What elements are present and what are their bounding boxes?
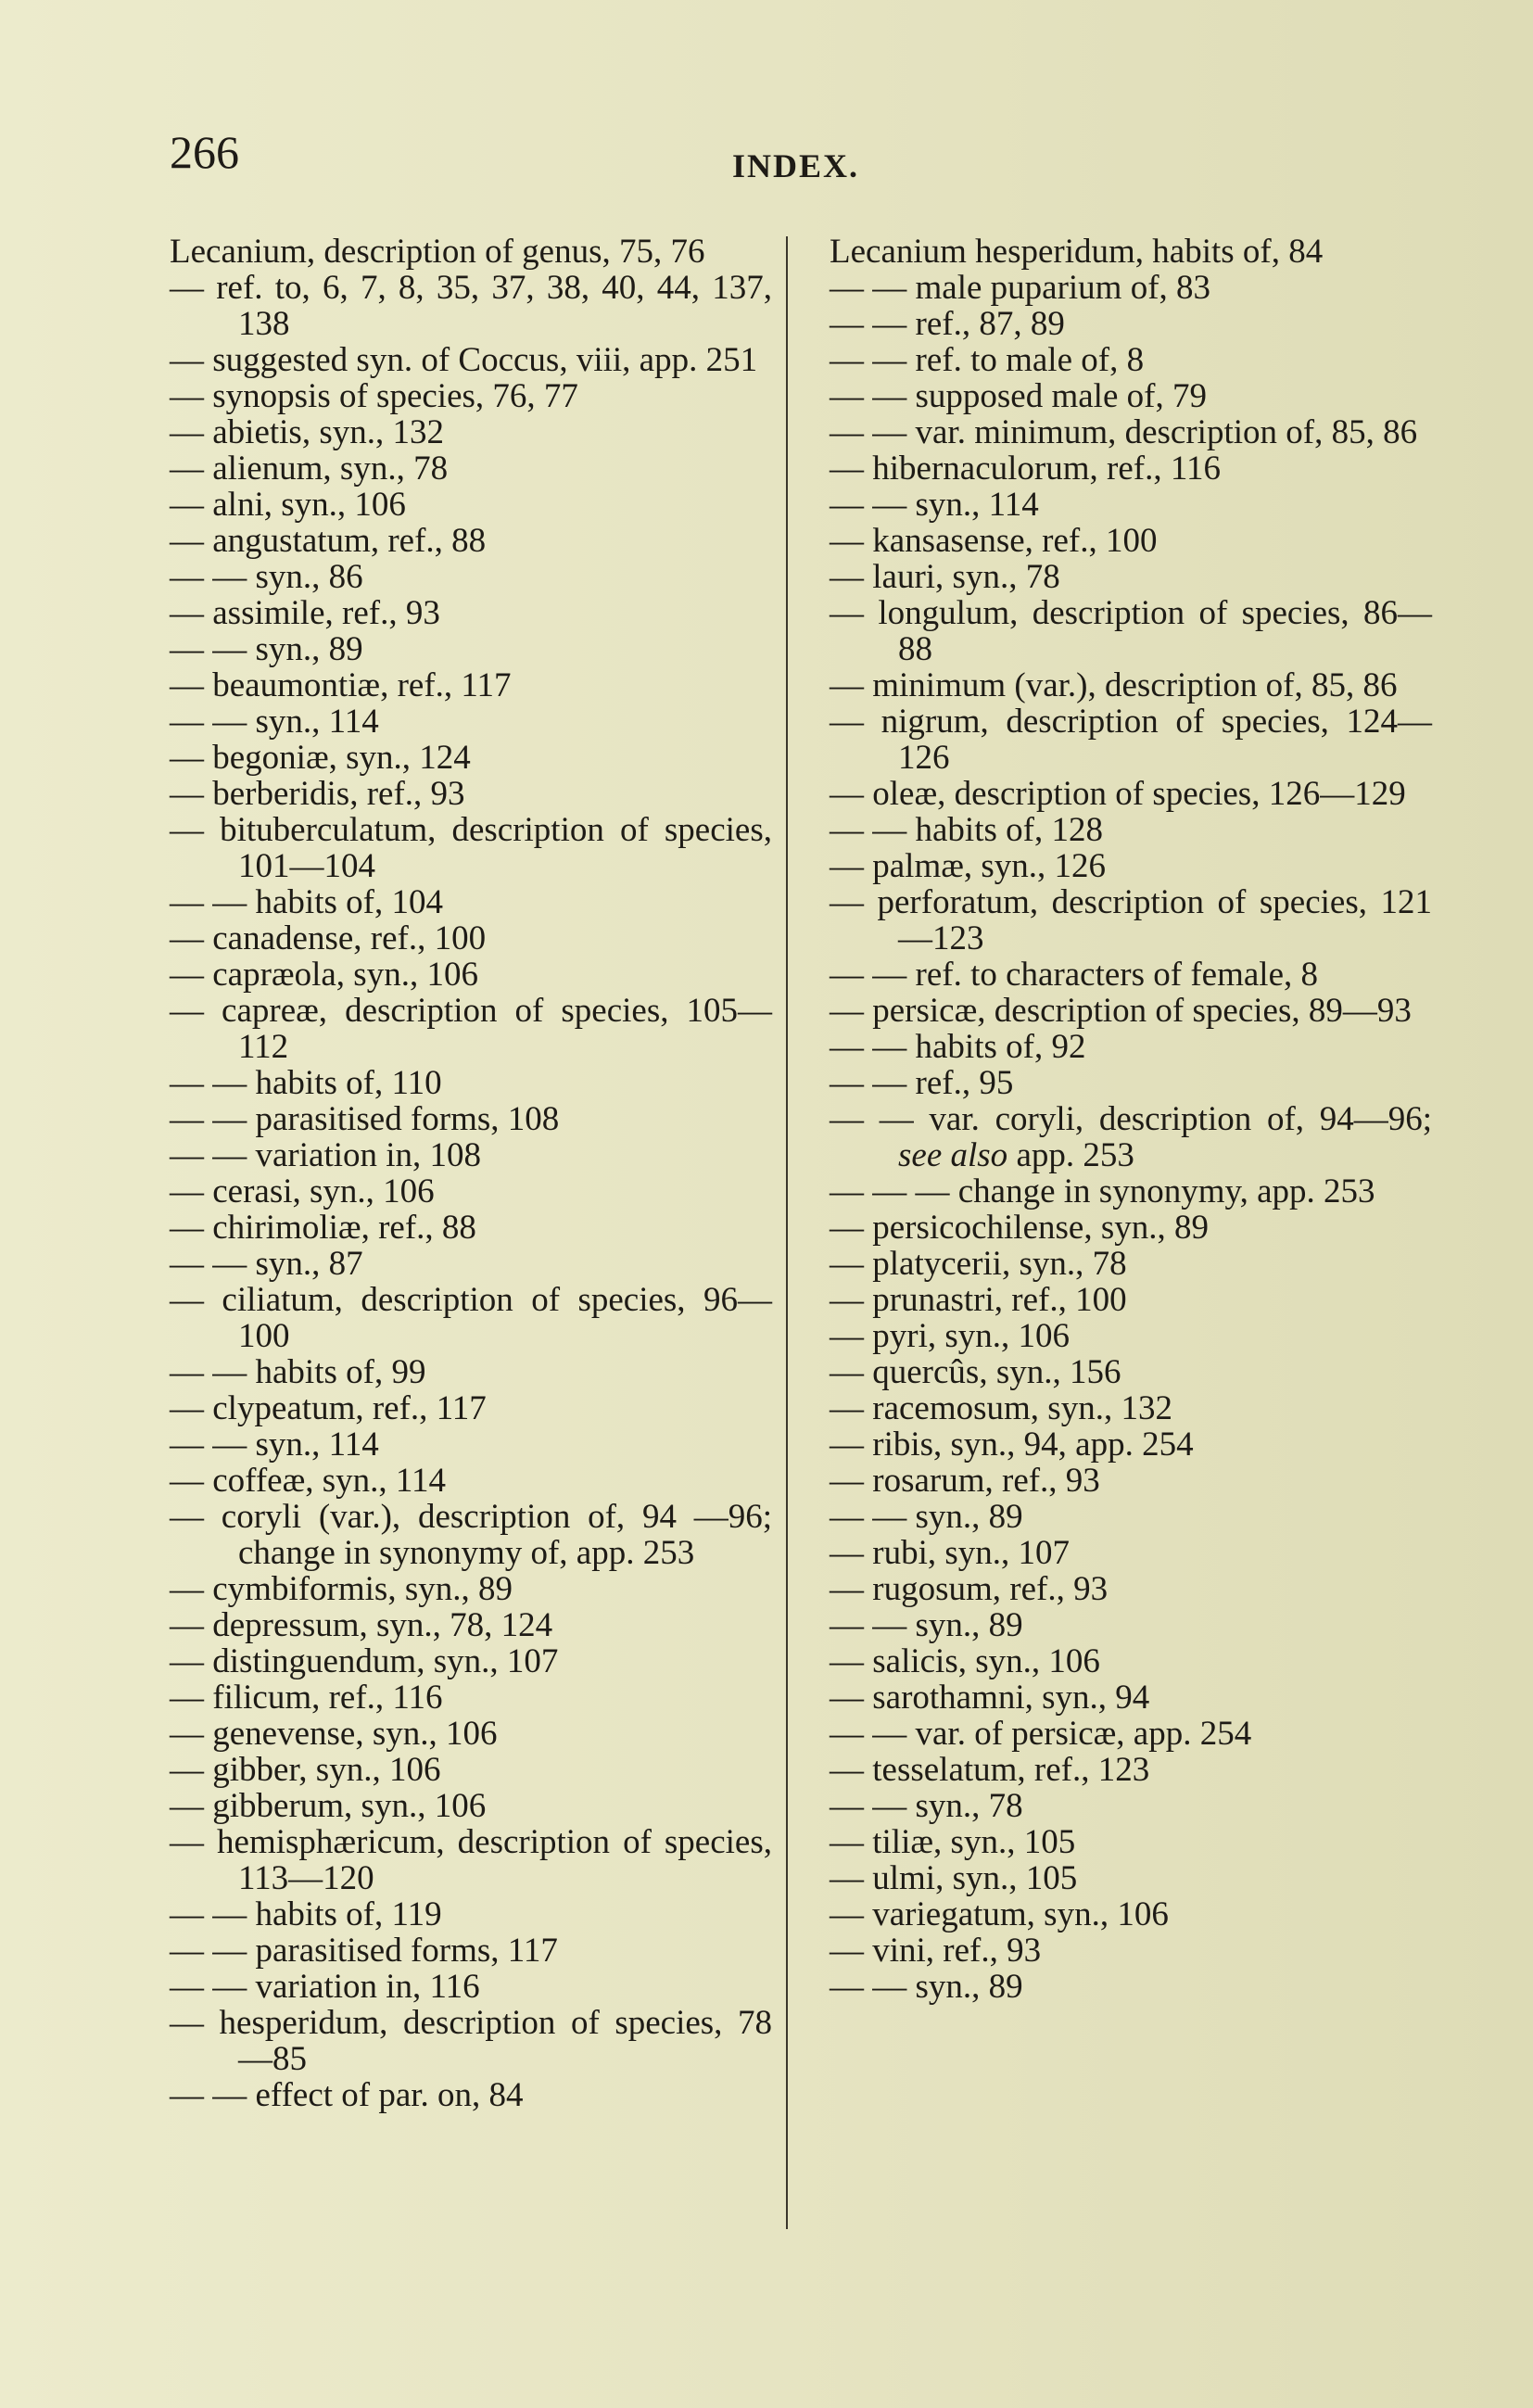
index-entry: — — variation in, 116	[170, 1968, 480, 2006]
index-entry: — — habits of, 110	[170, 1064, 442, 1102]
see-also-italic: see also	[898, 1136, 1008, 1174]
index-entry: — persicæ, description of species, 89—93	[830, 992, 1412, 1030]
index-entry: — — syn., 87	[170, 1245, 363, 1283]
page-number: 266	[170, 126, 239, 178]
index-entry: — — syn., 89	[830, 1968, 1023, 2006]
index-entry: — — var. coryli, description of, 94—96; see also app. 253	[830, 1100, 1432, 1174]
index-entry: — — syn., 86	[170, 558, 363, 596]
index-entry: — — habits of, 99	[170, 1353, 426, 1391]
index-entry: — prunastri, ref., 100	[830, 1281, 1127, 1319]
index-entry: — — effect of par. on, 84	[170, 2076, 524, 2114]
index-entry: — cerasi, syn., 106	[170, 1172, 435, 1210]
index-entry: — — habits of, 92	[830, 1028, 1086, 1066]
index-entry: — quercûs, syn., 156	[830, 1353, 1121, 1391]
index-entry: — — parasitised forms, 117	[170, 1932, 558, 1970]
index-entry: — hesperidum, description of species, 78—85	[170, 2004, 772, 2078]
index-entry: Lecanium, description of genus, 75, 76	[170, 233, 705, 271]
index-entry: — coryli (var.), description of, 94 —96; change in synonymy of, app. 253	[170, 1498, 772, 1572]
index-entry: — — habits of, 104	[170, 883, 443, 921]
index-entry: — — supposed male of, 79	[830, 377, 1207, 415]
index-entry: — angustatum, ref., 88	[170, 522, 487, 560]
index-entry: — kansasense, ref., 100	[830, 522, 1158, 560]
index-entry: — hibernaculorum, ref., 116	[830, 450, 1221, 488]
index-entry: — alienum, syn., 78	[170, 450, 449, 488]
index-entry: — — ref., 87, 89	[830, 305, 1065, 343]
index-entry: — — syn., 89	[830, 1606, 1023, 1644]
index-entry: — chirimoliæ, ref., 88	[170, 1209, 476, 1247]
index-entry: — capræola, syn., 106	[170, 956, 478, 994]
index-entry: — — syn., 114	[170, 703, 379, 741]
index-entry: — rugosum, ref., 93	[830, 1570, 1109, 1608]
index-entry: — — syn., 78	[830, 1787, 1023, 1825]
index-entry: — pyri, syn., 106	[830, 1317, 1070, 1355]
index-entry: — nigrum, description of species, 124—126	[830, 703, 1432, 777]
index-entry: — perforatum, description of species, 121—123	[830, 883, 1432, 957]
index-entry: — ciliatum, description of species, 96—100	[170, 1281, 772, 1355]
index-entry: — rosarum, ref., 93	[830, 1462, 1100, 1500]
index-entry: — berberidis, ref., 93	[170, 775, 465, 813]
index-entry: — distinguendum, syn., 107	[170, 1642, 559, 1680]
index-entry: — — syn., 114	[830, 486, 1039, 524]
index-entry: — suggested syn. of Coccus, viii, app. 251	[170, 341, 758, 379]
index-entry: — — ref. to male of, 8	[830, 341, 1145, 379]
index-entry: — begoniæ, syn., 124	[170, 739, 471, 777]
index-entry: — minimum (var.), description of, 85, 86	[830, 666, 1398, 704]
index-entry: — salicis, syn., 106	[830, 1642, 1100, 1680]
see-also-reference: app. 253	[1007, 1136, 1134, 1174]
index-entry: — ref. to, 6, 7, 8, 35, 37, 38, 40, 44, 137, 138	[170, 269, 772, 343]
index-entry: — clypeatum, ref., 117	[170, 1389, 487, 1427]
index-entry: — palmæ, syn., 126	[830, 847, 1107, 885]
index-entry: — hemisphæricum, description of species, 113—120	[170, 1823, 772, 1897]
index-entry: — oleæ, description of species, 126—129	[830, 775, 1406, 813]
index-entry: — — habits of, 128	[830, 811, 1103, 849]
index-entry: — — var. minimum, description of, 85, 86	[830, 413, 1418, 451]
index-entry: — alni, syn., 106	[170, 486, 406, 524]
index-entry: — — syn., 114	[170, 1426, 379, 1464]
index-entry: — longulum, description of species, 86—88	[830, 594, 1432, 668]
index-entry: — lauri, syn., 78	[830, 558, 1060, 596]
index-entry: — persicochilense, syn., 89	[830, 1209, 1209, 1247]
column-divider	[786, 236, 788, 2229]
index-entry: — rubi, syn., 107	[830, 1534, 1070, 1572]
index-entry: — assimile, ref., 93	[170, 594, 440, 632]
index-entry: — ribis, syn., 94, app. 254	[830, 1426, 1194, 1464]
index-entry: — bituberculatum, description of species, 101—104	[170, 811, 772, 885]
index-entry: — — male puparium of, 83	[830, 269, 1211, 307]
index-entry: — — parasitised forms, 108	[170, 1100, 560, 1138]
index-entry: — variegatum, syn., 106	[830, 1895, 1169, 1933]
index-entry: — sarothamni, syn., 94	[830, 1679, 1150, 1717]
index-entry: — abietis, syn., 132	[170, 413, 444, 451]
index-entry: Lecanium hesperidum, habits of, 84	[830, 233, 1324, 271]
index-entry: — canadense, ref., 100	[170, 919, 487, 957]
index-entry: — tesselatum, ref., 123	[830, 1751, 1150, 1789]
index-entry: — gibber, syn., 106	[170, 1751, 441, 1789]
running-head: INDEX.	[732, 147, 860, 184]
index-entry: — — ref., 95	[830, 1064, 1014, 1102]
index-entry: — ulmi, syn., 105	[830, 1859, 1078, 1897]
index-entry: — capreæ, description of species, 105—112	[170, 992, 772, 1066]
index-entry: — cymbiformis, syn., 89	[170, 1570, 513, 1608]
index-entry: — — ref. to characters of female, 8	[830, 956, 1318, 994]
index-entry: — gibberum, syn., 106	[170, 1787, 487, 1825]
index-entry: — beaumontiæ, ref., 117	[170, 666, 512, 704]
index-entry: — filicum, ref., 116	[170, 1679, 443, 1717]
index-entry: — — habits of, 119	[170, 1895, 442, 1933]
index-entry: — — syn., 89	[830, 1498, 1023, 1536]
index-entry: — tiliæ, syn., 105	[830, 1823, 1076, 1861]
index-entry: — — variation in, 108	[170, 1136, 482, 1174]
index-entry: — depressum, syn., 78, 124	[170, 1606, 553, 1644]
index-column-left	[170, 234, 772, 2113]
index-column-right	[830, 234, 1432, 2005]
index-entry: — vini, ref., 93	[830, 1932, 1042, 1970]
index-entry: — — — change in synonymy, app. 253	[830, 1172, 1375, 1210]
index-entry: — coffeæ, syn., 114	[170, 1462, 447, 1500]
index-entry: — platycerii, syn., 78	[830, 1245, 1127, 1283]
index-entry: — — var. of persicæ, app. 254	[830, 1715, 1252, 1753]
index-entry: — genevense, syn., 106	[170, 1715, 498, 1753]
index-entry: — — syn., 89	[170, 630, 363, 668]
index-entry: — racemosum, syn., 132	[830, 1389, 1172, 1427]
index-entry: — synopsis of species, 76, 77	[170, 377, 578, 415]
